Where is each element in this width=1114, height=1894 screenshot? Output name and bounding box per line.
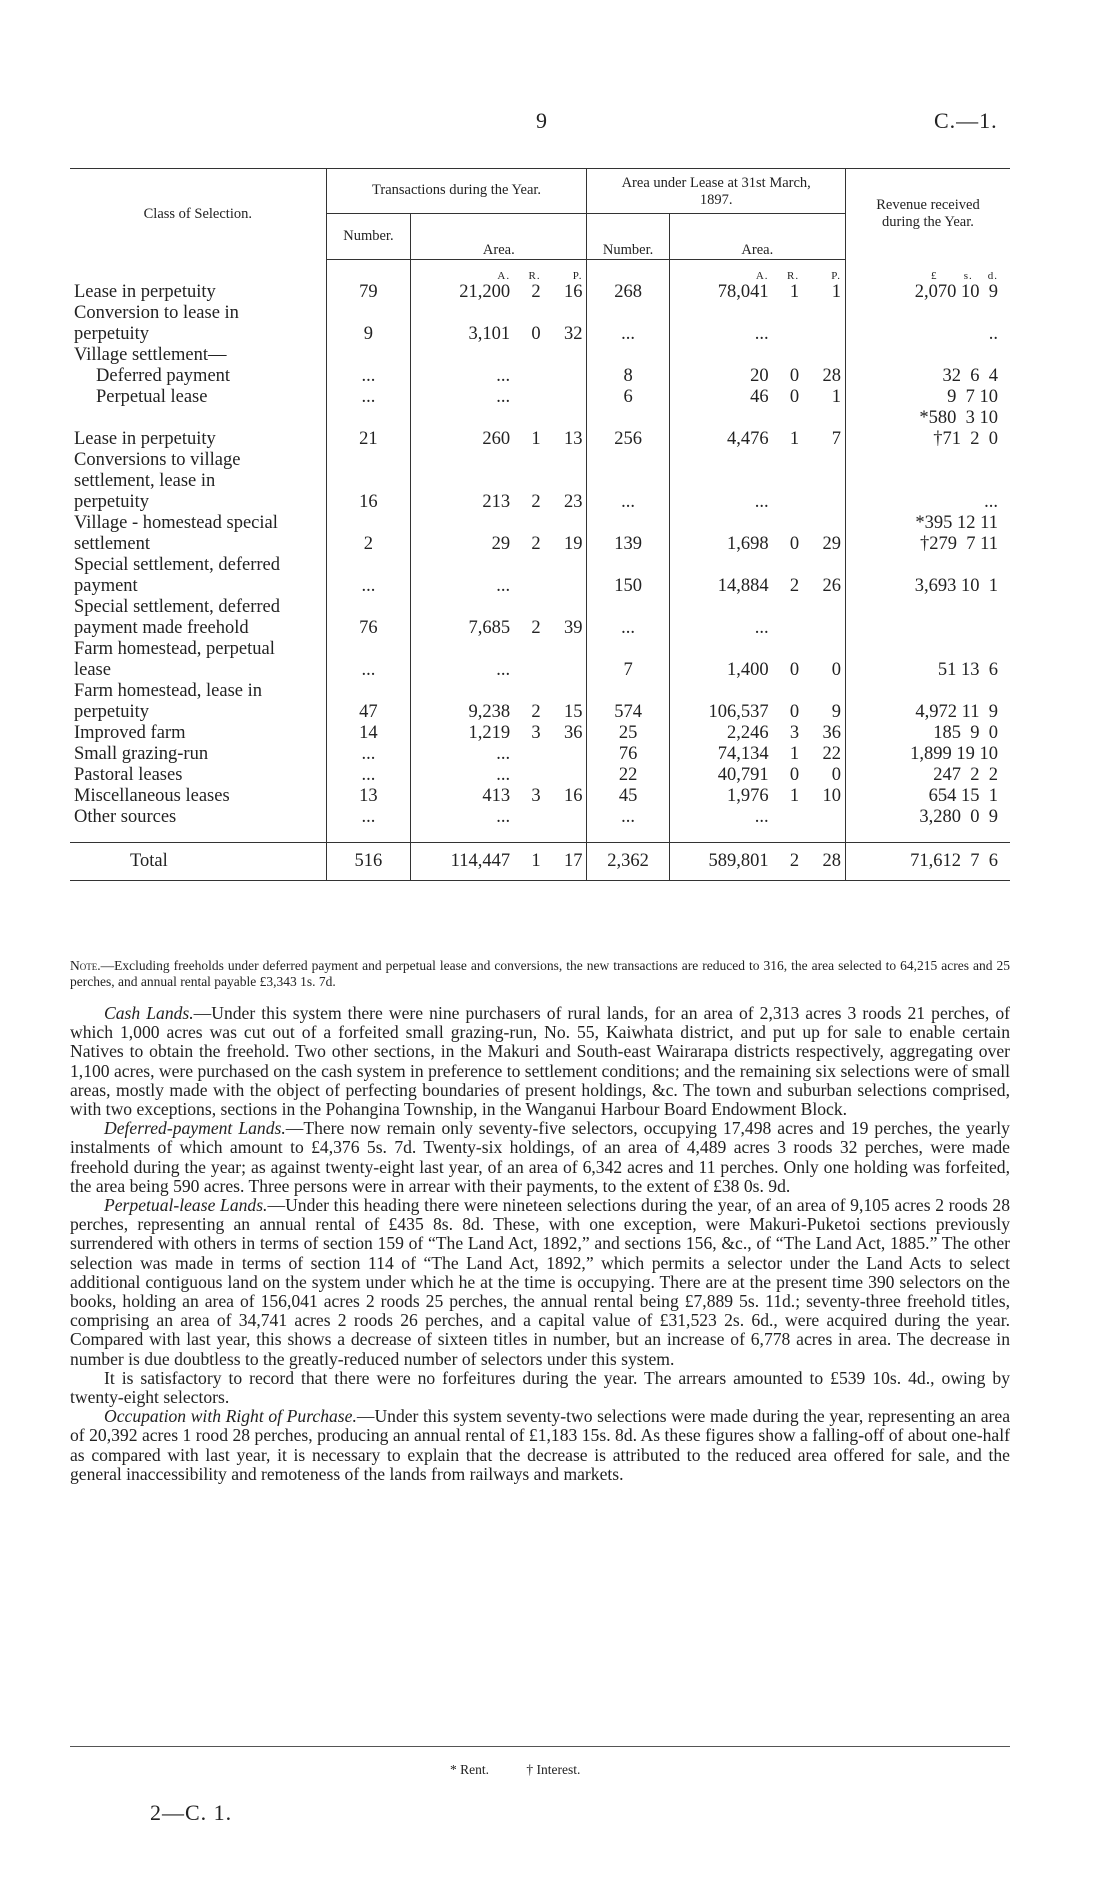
lease-perches: 1	[831, 386, 841, 407]
lease-perches: 9	[831, 701, 841, 722]
body-paragraph	[70, 1196, 1010, 1369]
transactions-roods	[514, 639, 545, 681]
transactions-perches: 19	[563, 533, 583, 554]
revenue	[845, 303, 1010, 345]
transactions-number: ...	[326, 366, 411, 387]
row-label	[70, 387, 326, 408]
transactions-number: 9	[326, 303, 411, 345]
unit-acres: A.	[411, 260, 514, 282]
unit-acres: A.	[669, 260, 772, 282]
body-paragraph	[70, 1004, 1010, 1119]
table-row	[70, 303, 1010, 345]
header-lease-area: Area.	[669, 214, 845, 260]
table-row	[70, 366, 1010, 387]
lease-roods	[773, 450, 804, 513]
lease-number: ...	[587, 807, 669, 828]
revenue-value: 3,693 10 1	[914, 575, 998, 596]
transactions-number: ...	[326, 744, 411, 765]
row-label	[70, 282, 326, 303]
selection-table	[70, 168, 1010, 881]
revenue	[845, 807, 1010, 828]
lease-perches: 1	[831, 281, 841, 302]
revenue-value: 654 15 1	[928, 785, 998, 806]
body-paragraph	[70, 1119, 1010, 1196]
transactions-number: 14	[326, 723, 411, 744]
row-label	[70, 765, 326, 786]
transactions-number: ...	[326, 555, 411, 597]
transactions-perches: 16	[563, 281, 583, 302]
lease-roods: 0	[789, 701, 800, 722]
transactions-perches: 39	[563, 617, 583, 638]
transactions-perches: 36	[563, 722, 583, 743]
header-transactions-number: Number.	[326, 214, 411, 260]
note-text: —Excluding freeholds under deferred payment and perpetual lease and conversions, the new transactions are reduced to 316, the area selected to 64,215 acres and 25 perches, and annual rental payable £3,343 1s. 7d.	[70, 958, 1010, 989]
unit-shillings: s.	[963, 269, 973, 282]
transactions-roods	[514, 744, 545, 765]
lease-perches	[803, 450, 845, 513]
row-label-text: Farm homestead, lease in perpetuity	[74, 680, 263, 722]
row-label	[70, 408, 326, 450]
lease-roods: 0	[789, 533, 800, 554]
transactions-acres: ...	[411, 807, 514, 828]
paragraph-heading: Occupation with Right of Purchase.	[104, 1406, 357, 1427]
paragraph-heading: Cash Lands.	[104, 1003, 194, 1023]
revenue	[845, 681, 1010, 723]
body-paragraph	[70, 1369, 1010, 1407]
revenue-value: 51 13 6	[937, 659, 998, 680]
transactions-number: 16	[326, 450, 411, 513]
transactions-roods	[514, 387, 545, 408]
transactions-perches: 32	[563, 323, 583, 344]
paragraph-text: —Under this system there were nine purchasers of rural lands, for an area of 2,313 acres 3 roods 21 perches, of which 1,000 acres was cut out of a forfeited small grazing-run, No. 55, Kaiwhata district, and put up for sale to enable certain Natives to obtain the freehold. Two other sections, in the Makuri and South-east Wairarapa districts respectively, aggregating over 1,100 acres, were purchased on the cash system in preference to settlement conditions; and the remaining six selections were of small areas, mostly made with the object of perfecting boundaries of present holdings, &c. The town and suburban selections comprised, with two exceptions, sections in the Pohangina Township, in the Wanganui Harbour Board Endowment Block.	[70, 1003, 1010, 1120]
revenue	[845, 366, 1010, 387]
total-lease-acres: 589,801	[669, 842, 772, 880]
transactions-acres: ...	[411, 744, 514, 765]
row-label-text: Other sources	[74, 806, 177, 827]
lease-perches: 10	[822, 785, 841, 806]
lease-acres: 2,246	[669, 723, 772, 744]
transactions-roods	[514, 807, 545, 828]
lease-number: 76	[587, 744, 669, 765]
report-body	[70, 1004, 1010, 1484]
table-row	[70, 681, 1010, 723]
lease-acres: ...	[669, 597, 772, 639]
row-label-text: Perpetual lease	[96, 386, 208, 407]
revenue	[845, 513, 1010, 555]
lease-perches: 22	[822, 743, 841, 764]
transactions-perches: 13	[563, 428, 583, 449]
table-row	[70, 513, 1010, 555]
lease-perches: 28	[822, 365, 841, 386]
transactions-roods: 0	[531, 323, 541, 344]
row-label	[70, 786, 326, 807]
transactions-acres: 21,200	[411, 282, 514, 303]
revenue	[845, 345, 1010, 366]
transactions-roods: 2	[531, 617, 541, 638]
revenue-value: ..	[988, 323, 998, 344]
transactions-roods: 2	[531, 533, 541, 554]
rent-footnote: * Rent.	[450, 1762, 489, 1777]
lease-acres: 46	[669, 387, 772, 408]
table-row	[70, 345, 1010, 366]
row-label	[70, 681, 326, 723]
revenue	[845, 387, 1010, 408]
lease-perches	[803, 597, 845, 639]
revenue	[845, 450, 1010, 513]
transactions-perches	[545, 345, 587, 366]
total-lease-number: 2,362	[587, 842, 669, 880]
table-row	[70, 408, 1010, 450]
transactions-perches	[545, 639, 587, 681]
revenue-value: 3,280 0 9	[919, 806, 998, 827]
transactions-roods: 2	[531, 281, 541, 302]
revenue-value-interest: †279 7 11	[920, 533, 998, 554]
transactions-number: ...	[326, 387, 411, 408]
row-label	[70, 744, 326, 765]
transactions-roods: 3	[531, 785, 541, 806]
total-transactions-number: 516	[326, 842, 411, 880]
transactions-roods: 2	[531, 701, 541, 722]
header-transactions-area: Area.	[411, 214, 587, 260]
paragraph-text: It is satisfactory to record that there were no forfeitures during the year. The arrears amounted to £539 10s. 4d., owing by twenty-eight selectors.	[70, 1367, 1010, 1408]
revenue-value: 185 9 0	[933, 722, 998, 743]
table-row	[70, 744, 1010, 765]
row-label	[70, 555, 326, 597]
row-label-text: Deferred payment	[96, 365, 231, 386]
table-row	[70, 597, 1010, 639]
lease-perches	[803, 303, 845, 345]
transactions-acres: ...	[411, 555, 514, 597]
row-label	[70, 345, 326, 366]
row-label	[70, 366, 326, 387]
footer-rule	[70, 1746, 1010, 1747]
lease-number: ...	[587, 303, 669, 345]
unit-perches: P.	[831, 269, 841, 282]
lease-acres: 1,976	[669, 786, 772, 807]
transactions-roods	[514, 555, 545, 597]
lease-number	[587, 345, 669, 366]
header-class-of-selection: Class of Selection.	[143, 205, 252, 222]
lease-roods	[773, 597, 804, 639]
revenue-value: 4,972 11 9	[915, 701, 998, 722]
page-number: 9	[536, 108, 547, 133]
transactions-roods	[514, 765, 545, 786]
transactions-acres: ...	[411, 366, 514, 387]
transactions-acres: 413	[411, 786, 514, 807]
unit-roods: R.	[787, 269, 800, 282]
revenue	[845, 639, 1010, 681]
lease-roods	[773, 807, 804, 828]
lease-number: 25	[587, 723, 669, 744]
lease-acres: ...	[669, 303, 772, 345]
lease-perches: 26	[822, 575, 841, 596]
transactions-acres: 1,219	[411, 723, 514, 744]
row-label-text: Special settlement, deferred payment	[74, 554, 280, 596]
revenue-value: 2,070 10 9	[914, 281, 998, 302]
transactions-acres	[411, 345, 514, 366]
lease-roods: 1	[789, 281, 800, 302]
unit-roods: R.	[528, 269, 541, 282]
transactions-roods: 3	[531, 722, 541, 743]
lease-acres: 1,400	[669, 639, 772, 681]
row-label-text: Conversion to lease in perpetuity	[74, 302, 239, 344]
total-revenue: 71,612 7 6	[845, 842, 1010, 880]
lease-roods	[773, 345, 804, 366]
lease-perches	[803, 345, 845, 366]
table-row	[70, 387, 1010, 408]
lease-acres: 20	[669, 366, 772, 387]
transactions-number: 76	[326, 597, 411, 639]
lease-roods: 1	[789, 428, 800, 449]
transactions-number: 13	[326, 786, 411, 807]
transactions-acres: ...	[411, 387, 514, 408]
lease-acres: 40,791	[669, 765, 772, 786]
footnote-key	[450, 1762, 614, 1778]
total-lease-roods: 2	[773, 842, 804, 880]
row-label-text: Miscellaneous leases	[74, 785, 230, 806]
transactions-perches	[545, 387, 587, 408]
revenue	[845, 744, 1010, 765]
spacer-row	[70, 828, 1010, 843]
row-label-text: Lease in perpetuity	[74, 428, 216, 449]
row-label-text: Improved farm	[74, 722, 186, 743]
transactions-perches	[545, 807, 587, 828]
paragraph-text: —Under this heading there were nineteen selections during the year, of an area of 9,105 acres 2 roods 28 perches, representing an annual rental of £435 8s. 8d. These, with one exception, were Makuri-Puketoi sections previously surrendered with others in terms of section 159 of “The Land Act, 1892,” and sections 156, &c., of “The Land Act, 1885.” The other selection was made in terms of section 114 of “The Land Act, 1892,” which permits a selector under the Land Acts to select additional contiguous land on the system under which he at the time is occupying. There are at the present time 390 selectors on the books, holding an area of 156,041 acres 2 roods 25 perches, the annual rental being £7,889 5s. 11d.; seventy-three freehold titles, comprising an area of 34,741 acres 2 roods 26 perches, and a capital value of £31,523 2s. 6d., were acquired during the year. Compared with last year, this shows a decrease of sixteen titles in number, but an increase of 6,778 acres in area. The decrease in number is due doubtless to the greatly-reduced number of selectors under this system.	[70, 1195, 1010, 1369]
revenue	[845, 723, 1010, 744]
transactions-acres: ...	[411, 639, 514, 681]
row-label-text: Special settlement, deferred payment made freehold	[74, 596, 280, 638]
row-label-text: Farm homestead, perpetual lease	[74, 638, 275, 680]
lease-roods: 3	[789, 722, 800, 743]
lease-acres: 106,537	[669, 681, 772, 723]
transactions-perches	[545, 555, 587, 597]
total-row	[70, 842, 1010, 880]
table-row	[70, 723, 1010, 744]
document-reference: C.—1.	[934, 108, 998, 133]
lease-roods: 1	[789, 743, 800, 764]
transactions-acres: 29	[411, 513, 514, 555]
lease-roods: 0	[789, 764, 800, 785]
header-transactions: Transactions during the Year.	[326, 169, 587, 214]
header-revenue: Revenue received during the Year.	[845, 169, 1010, 260]
transactions-number: 47	[326, 681, 411, 723]
revenue-value: *395 12 11	[915, 512, 998, 533]
paragraph-text: —Under this system seventy-two selections were made during the year, representing an area of 20,392 acres 1 rood 28 perches, producing an annual rental of £1,183 15s. 8d. As these figures show a falling-off of about one-half as compared with last year, it is necessary to explain that the decrease is attributed to the reduced area offered for sale, and the general inaccessibility and remoteness of the lands from railways and markets.	[70, 1406, 1011, 1484]
lease-roods: 0	[789, 386, 800, 407]
transactions-roods	[514, 345, 545, 366]
revenue-value: 9 7 10	[947, 386, 998, 407]
transactions-perches: 23	[563, 491, 583, 512]
transactions-number	[326, 345, 411, 366]
lease-perches: 7	[831, 428, 841, 449]
lease-roods	[773, 303, 804, 345]
transactions-number: ...	[326, 807, 411, 828]
lease-number: 22	[587, 765, 669, 786]
lease-roods: 1	[789, 785, 800, 806]
total-label: Total	[70, 842, 326, 880]
paragraph-heading: Deferred-payment Lands.	[104, 1118, 286, 1139]
transactions-acres: 3,101	[411, 303, 514, 345]
table-note	[70, 958, 1010, 990]
note-lead: Note.	[70, 958, 101, 973]
units-row	[70, 260, 1010, 282]
lease-number: 268	[587, 282, 669, 303]
transactions-number: ...	[326, 639, 411, 681]
lease-number: ...	[587, 450, 669, 513]
transactions-roods: 1	[531, 428, 541, 449]
revenue-value: 247 2 2	[933, 764, 998, 785]
lease-roods: 0	[789, 365, 800, 386]
header-area-under-lease: Area under Lease at 31st March, 1897.	[587, 169, 846, 214]
row-label	[70, 639, 326, 681]
lease-acres: ...	[669, 807, 772, 828]
table-row	[70, 765, 1010, 786]
transactions-perches	[545, 765, 587, 786]
table-row	[70, 450, 1010, 513]
row-label	[70, 303, 326, 345]
lease-perches: 0	[831, 659, 841, 680]
lease-perches: 36	[822, 722, 841, 743]
revenue	[845, 408, 1010, 450]
lease-number: 7	[587, 639, 669, 681]
unit-perches: P.	[572, 269, 583, 282]
lease-acres: 4,476	[669, 408, 772, 450]
revenue	[845, 597, 1010, 639]
row-label	[70, 513, 326, 555]
transactions-perches	[545, 366, 587, 387]
revenue-value: ...	[984, 491, 998, 512]
row-label-text: Conversions to village settlement, lease in perpetuity	[74, 449, 241, 512]
transactions-acres: 9,238	[411, 681, 514, 723]
revenue-value-interest: †71 2 0	[933, 428, 998, 449]
transactions-acres: 7,685	[411, 597, 514, 639]
lease-perches: 0	[831, 764, 841, 785]
table-row	[70, 555, 1010, 597]
table-row	[70, 282, 1010, 303]
revenue-value: 1,899 19 10	[910, 743, 998, 764]
interest-footnote: † Interest.	[526, 1762, 581, 1777]
total-transactions-roods: 1	[514, 842, 545, 880]
lease-number: ...	[587, 597, 669, 639]
transactions-acres: 213	[411, 450, 514, 513]
transactions-perches: 15	[563, 701, 583, 722]
paragraph-text: —There now remain only seventy-five selectors, occupying 17,498 acres and 19 perches, the yearly instalments of which amount to £4,376 5s. 7d. Twenty-six holdings, of an area of 4,489 acres 3 roods 32 perches, were made freehold during the year; as against twenty-eight last year, of an area of 6,342 acres and 11 perches. Only one holding was forfeited, the area being 590 acres. Three persons were in arrear with their payments, to the extent of £38 0s. 9d.	[70, 1118, 1010, 1196]
transactions-acres: 260	[411, 408, 514, 450]
lease-acres: 74,134	[669, 744, 772, 765]
transactions-acres: ...	[411, 765, 514, 786]
lease-roods: 2	[789, 575, 800, 596]
lease-roods: 0	[789, 659, 800, 680]
transactions-number: ...	[326, 765, 411, 786]
lease-number: 150	[587, 555, 669, 597]
row-label-text: Pastoral leases	[74, 764, 183, 785]
header-lease-number: Number.	[587, 214, 669, 260]
table-row	[70, 639, 1010, 681]
row-label	[70, 723, 326, 744]
revenue	[845, 765, 1010, 786]
unit-pence: d.	[987, 269, 998, 282]
lease-number: 45	[587, 786, 669, 807]
revenue-value: 32 6 4	[942, 365, 998, 386]
transactions-roods: 2	[531, 491, 541, 512]
row-label-text: Lease in perpetuity	[74, 281, 216, 302]
lease-number: 574	[587, 681, 669, 723]
lease-acres: 78,041	[669, 282, 772, 303]
lease-acres: 14,884	[669, 555, 772, 597]
unit-pounds: £	[930, 269, 938, 282]
lease-acres: ...	[669, 450, 772, 513]
transactions-number: 2	[326, 513, 411, 555]
revenue	[845, 555, 1010, 597]
sheet-reference: 2—C. 1.	[150, 1800, 233, 1825]
paragraph-heading: Perpetual-lease Lands.	[104, 1195, 268, 1216]
transactions-number: 21	[326, 408, 411, 450]
lease-number: 8	[587, 366, 669, 387]
lease-number: 256	[587, 408, 669, 450]
lease-number: 139	[587, 513, 669, 555]
total-transactions-perches: 17	[545, 842, 587, 880]
total-lease-perches: 28	[803, 842, 845, 880]
table-row	[70, 786, 1010, 807]
lease-acres: 1,698	[669, 513, 772, 555]
lease-perches	[803, 807, 845, 828]
lease-number: 6	[587, 387, 669, 408]
total-transactions-acres: 114,447	[411, 842, 514, 880]
row-label-text: Village - homestead special settlement	[74, 512, 278, 554]
revenue	[845, 786, 1010, 807]
transactions-number: 79	[326, 282, 411, 303]
row-label	[70, 597, 326, 639]
row-label-text: Small grazing-run	[74, 743, 209, 764]
revenue	[845, 282, 1010, 303]
row-label	[70, 450, 326, 513]
row-label-text: Village settlement—	[74, 344, 227, 365]
revenue-value: *580 3 10	[919, 407, 998, 428]
table-row	[70, 807, 1010, 828]
body-paragraph	[70, 1407, 1010, 1484]
lease-perches: 29	[822, 533, 841, 554]
transactions-perches	[545, 744, 587, 765]
lease-acres	[669, 345, 772, 366]
transactions-roods	[514, 366, 545, 387]
row-label	[70, 807, 326, 828]
transactions-perches: 16	[563, 785, 583, 806]
